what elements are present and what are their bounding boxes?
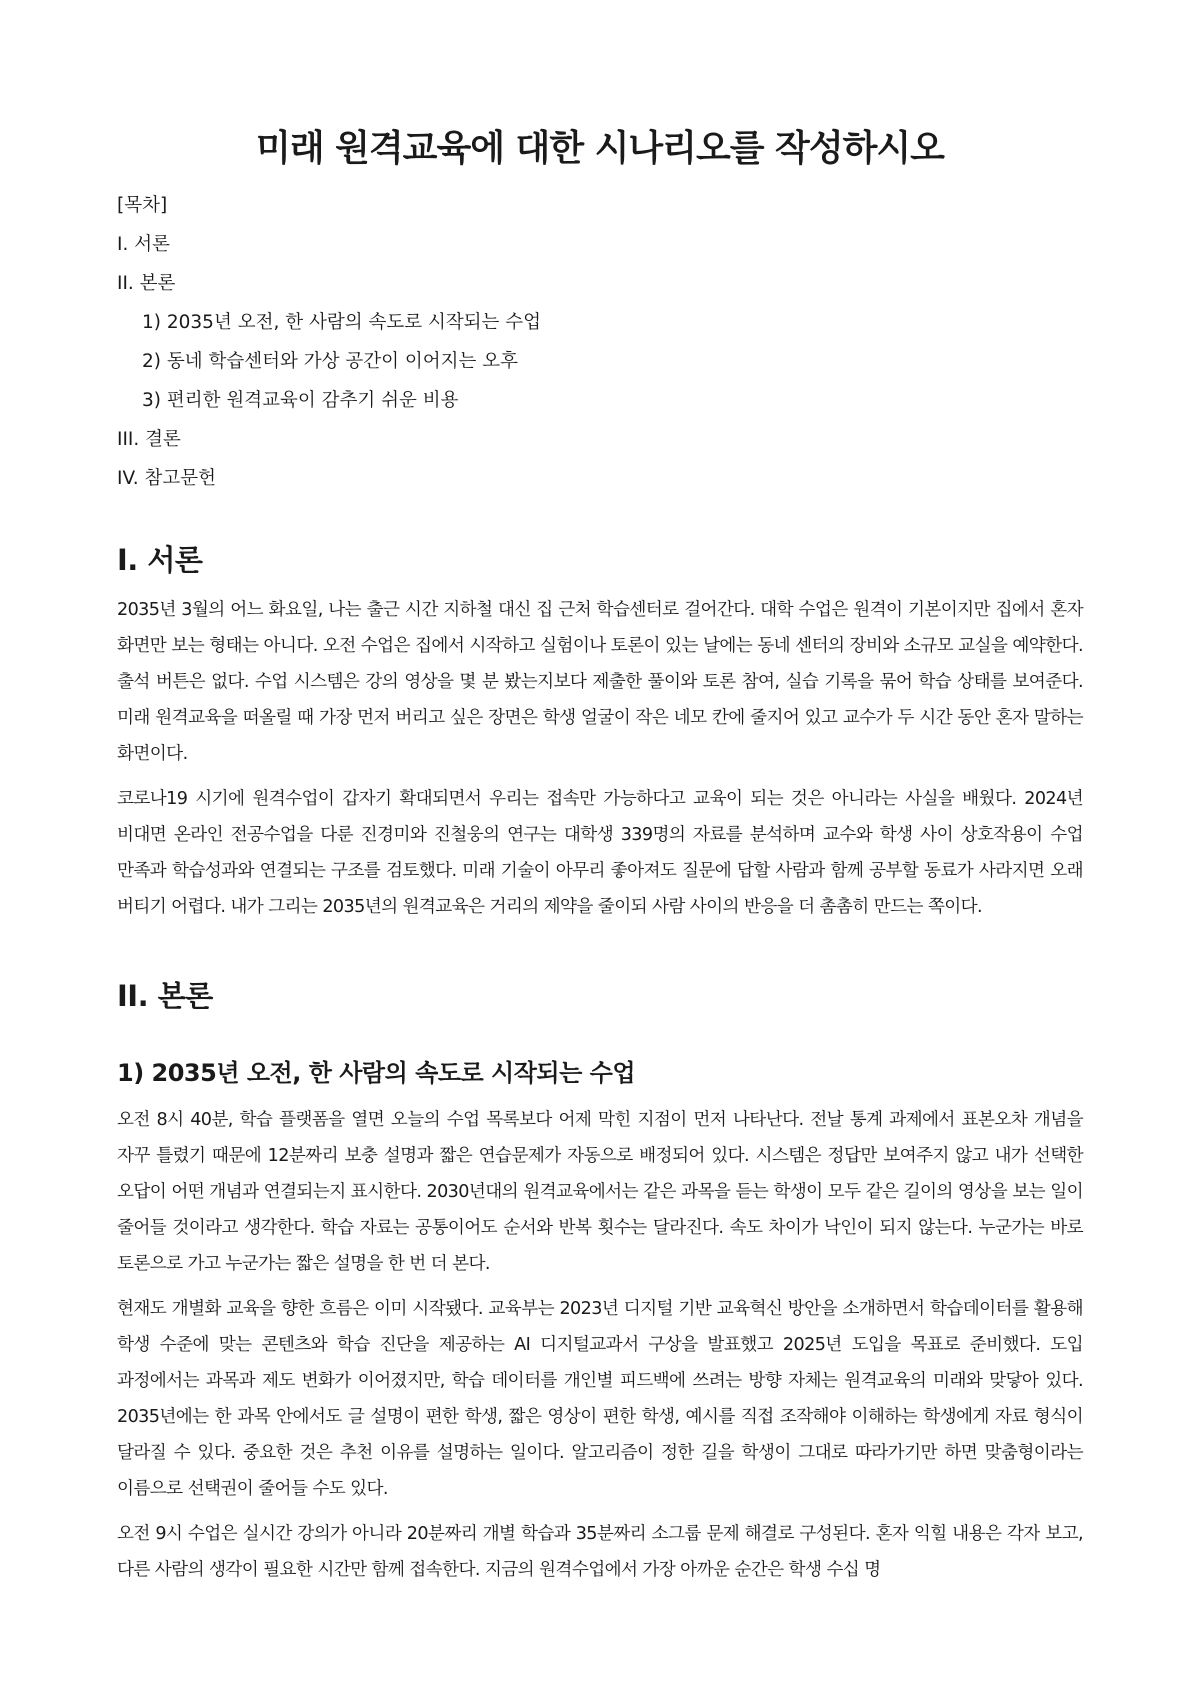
paragraph: 2035년 3월의 어느 화요일, 나는 출근 시간 지하철 대신 집 근처 학습센터로 걸어간다. 대학 수업은 원격이 기본이지만 집에서 혼자 화면만 보는 형태는 아니다. 오전 수업은 집에서 시작하고 실험이나 토론이 있는 날에는 동네 센터의 장비와 소규모 교실을 예약한다. 출석 버튼은 없다. 수업 시스템은 강의 영상을 몇 분 봤는지보다 제출한 풀이와 토론 참여, 실습 기록을 묶어 학습 상태를 보여준다. 미래 원격교육을 떠올릴 때 가장 먼저 버리고 싶은 장면은 학생 얼굴이 작은 네모 칸에 줄지어 있고 교수가 두 시간 동안 혼자 말하는 화면이다. — [117, 600, 1083, 764]
toc-item: 1) 2035년 오전, 한 사람의 속도로 시작되는 수업 — [142, 312, 542, 333]
paragraph: 오전 8시 40분, 학습 플랫폼을 열면 오늘의 수업 목록보다 어제 막힌 지점이 먼저 나타난다. 전날 통계 과제에서 표본오차 개념을 자꾸 틀렸기 때문에 12분짜리 보충 설명과 짧은 연습문제가 자동으로 배정되어 있다. 시스템은 정답만 보여주지 않고 내가 선택한 오답이 어떤 개념과 연결되는지 표시한다. 2030년대의 원격교육에서는 같은 과목을 듣는 학생이 모두 같은 길이의 영상을 보는 일이 줄어들 것이라고 생각한다. 학습 자료는 공통이어도 순서와 반복 횟수는 달라진다. 속도 차이가 낙인이 되지 않는다. 누군가는 바로 토론으로 가고 누군가는 짧은 설명을 한 번 더 본다. — [117, 1110, 1083, 1274]
toc-item: I. 서론 — [117, 234, 170, 255]
table-of-contents — [117, 193, 541, 505]
paragraph: 현재도 개별화 교육을 향한 흐름은 이미 시작됐다. 교육부는 2023년 디지털 기반 교육혁신 방안을 소개하면서 학습데이터를 활용해 학생 수준에 맞는 콘텐츠와 학습 진단을 제공하는 AI 디지털교과서 구상을 발표했고 2025년 도입을 목표로 준비했다. 도입 과정에서는 과목과 제도 변화가 이어졌지만, 학습 데이터를 개인별 피드백에 쓰려는 방향 자체는 원격교육의 미래와 맞닿아 있다. 2035년에는 한 과목 안에서도 글 설명이 편한 학생, 짧은 영상이 편한 학생, 예시를 직접 조작해야 이해하는 학생에게 자료 형식이 달라질 수 있다. 중요한 것은 추천 이유를 설명하는 일이다. 알고리즘이 정한 길을 학생이 그대로 따라가기만 하면 맞춤형이라는 이름으로 선택권이 줄어들 수도 있다. — [117, 1299, 1083, 1499]
toc-item: 3) 편리한 원격교육이 감추기 쉬운 비용 — [142, 390, 459, 411]
toc-item: II. 본론 — [117, 273, 176, 294]
toc-item: IV. 참고문헌 — [117, 468, 216, 489]
paragraph: 오전 9시 수업은 실시간 강의가 아니라 20분짜리 개별 학습과 35분짜리 소그룹 문제 해결로 구성된다. 혼자 익힐 내용은 각자 보고, 다른 사람의 생각이 필요한 시간만 함께 접속한다. 지금의 원격수업에서 가장 아까운 순간은 학생 수십 명 — [117, 1524, 1083, 1580]
subsection-1 — [117, 1102, 1083, 1597]
toc-item: III. 결론 — [117, 429, 181, 450]
section-heading-intro: I. 서론 — [117, 543, 203, 577]
subsection-heading: 1) 2035년 오전, 한 사람의 속도로 시작되는 수업 — [117, 1059, 636, 1087]
toc-item: 2) 동네 학습센터와 가상 공간이 이어지는 오후 — [142, 351, 518, 372]
paragraph: 코로나19 시기에 원격수업이 갑자기 확대되면서 우리는 접속만 가능하다고 교육이 되는 것은 아니라는 사실을 배웠다. 2024년 비대면 온라인 전공수업을 다룬 진경미와 진철웅의 연구는 대학생 339명의 자료를 분석하며 교수와 학생 사이 상호작용이 수업 만족과 학습성과와 연결되는 구조를 검토했다. 미래 기술이 아무리 좋아져도 질문에 답할 사람과 함께 공부할 동료가 사라지면 오래 버티기 어렵다. 내가 그리는 2035년의 원격교육은 거리의 제약을 줄이되 사람 사이의 반응을 더 촘촘히 만드는 쪽이다. — [117, 789, 1084, 917]
document-title: 미래 원격교육에 대한 시나리오를 작성하시오 — [256, 128, 944, 169]
intro-section — [117, 592, 1083, 934]
section-heading-body: II. 본론 — [117, 979, 213, 1013]
toc-heading: [목차] — [117, 195, 168, 216]
